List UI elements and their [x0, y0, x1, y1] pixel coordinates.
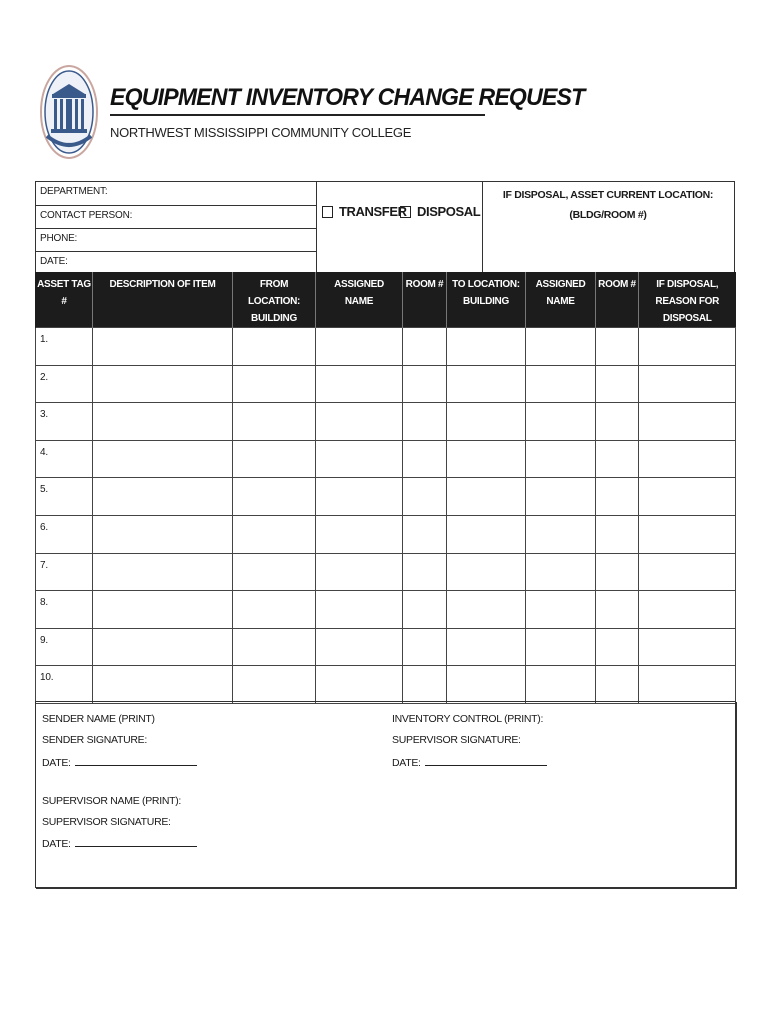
entry-cell[interactable] — [93, 515, 233, 553]
table-row — [36, 666, 736, 704]
col-to-assigned-name: ASSIGNED NAME — [526, 272, 596, 328]
inventory-control-name-field[interactable]: INVENTORY CONTROL (PRINT): — [392, 713, 544, 725]
table-row — [36, 591, 736, 629]
table-row — [36, 478, 736, 516]
col-from-building: FROM LOCATION: BUILDING — [233, 272, 316, 328]
entry-cell[interactable] — [403, 365, 447, 403]
entry-cell[interactable] — [93, 365, 233, 403]
entry-cell[interactable] — [526, 553, 596, 591]
entry-cell[interactable] — [596, 628, 639, 666]
entry-cell[interactable] — [403, 328, 447, 366]
transfer-checkbox[interactable] — [322, 204, 407, 219]
form-title: EQUIPMENT INVENTORY CHANGE REQUEST — [110, 84, 585, 111]
supervisor-date-field[interactable] — [42, 837, 197, 850]
entry-cell[interactable] — [639, 403, 736, 441]
entry-cell[interactable] — [526, 403, 596, 441]
entry-cell[interactable] — [316, 328, 403, 366]
entry-cell[interactable] — [93, 628, 233, 666]
entry-cell[interactable] — [316, 553, 403, 591]
entry-cell[interactable] — [233, 478, 316, 516]
entry-cell[interactable] — [447, 515, 526, 553]
col-to-room: ROOM # — [596, 272, 639, 328]
contact-person-field[interactable]: CONTACT PERSON: — [40, 210, 133, 221]
entry-cell[interactable] — [93, 591, 233, 629]
entry-cell[interactable] — [93, 403, 233, 441]
entry-cell[interactable] — [639, 328, 736, 366]
date-field[interactable]: DATE: — [40, 256, 68, 267]
col-description: DESCRIPTION OF ITEM — [93, 272, 233, 328]
department-field[interactable]: DEPARTMENT: — [40, 186, 108, 197]
row-number-cell[interactable]: 1. — [36, 328, 93, 366]
entry-cell[interactable] — [596, 553, 639, 591]
entry-cell[interactable] — [639, 365, 736, 403]
entry-cell[interactable] — [316, 365, 403, 403]
entry-cell[interactable] — [403, 628, 447, 666]
entry-cell[interactable] — [447, 403, 526, 441]
date-blank[interactable] — [75, 756, 197, 766]
supervisor-signature-field[interactable]: SUPERVISOR SIGNATURE: — [42, 816, 171, 828]
entry-cell[interactable] — [233, 553, 316, 591]
row-number-cell[interactable]: 10. — [36, 666, 93, 704]
entry-cell[interactable] — [233, 666, 316, 704]
entry-cell[interactable] — [316, 403, 403, 441]
disposal-location-line2: (BLDG/ROOM #) — [569, 209, 647, 221]
entry-cell[interactable] — [93, 553, 233, 591]
col-disposal-reason: IF DISPOSAL, REASON FOR DISPOSAL — [639, 272, 736, 328]
entry-cell[interactable] — [403, 440, 447, 478]
row-number-cell[interactable]: 3. — [36, 403, 93, 441]
table-row — [36, 628, 736, 666]
disposal-location-note — [481, 185, 735, 225]
sender-name-field[interactable]: SENDER NAME (PRINT) — [42, 713, 155, 725]
entry-cell[interactable] — [403, 478, 447, 516]
entry-cell[interactable] — [447, 591, 526, 629]
inventory-date-label: DATE: — [392, 757, 421, 769]
entry-cell[interactable] — [403, 591, 447, 629]
entry-cell[interactable] — [596, 328, 639, 366]
entry-cell[interactable] — [447, 328, 526, 366]
col-to-building: TO LOCATION: BUILDING — [447, 272, 526, 328]
row-number-cell[interactable]: 9. — [36, 628, 93, 666]
col-from-assigned-name: ASSIGNED NAME — [316, 272, 403, 328]
entry-cell[interactable] — [93, 478, 233, 516]
row-number-cell[interactable]: 2. — [36, 365, 93, 403]
entry-cell[interactable] — [233, 440, 316, 478]
entry-cell[interactable] — [447, 365, 526, 403]
entry-cell[interactable] — [596, 515, 639, 553]
entry-cell[interactable] — [447, 553, 526, 591]
entry-cell[interactable] — [316, 478, 403, 516]
phone-field[interactable]: PHONE: — [40, 233, 78, 244]
entry-cell[interactable] — [526, 628, 596, 666]
entry-cell[interactable] — [233, 591, 316, 629]
date-blank[interactable] — [75, 837, 197, 847]
entry-cell[interactable] — [403, 403, 447, 441]
entry-cell[interactable] — [526, 328, 596, 366]
row-number-cell[interactable]: 7. — [36, 553, 93, 591]
col-from-room: ROOM # — [403, 272, 447, 328]
college-name: NORTHWEST MISSISSIPPI COMMUNITY COLLEGE — [110, 125, 412, 140]
entry-cell[interactable] — [316, 628, 403, 666]
entry-cell[interactable] — [639, 553, 736, 591]
entry-cell[interactable] — [639, 591, 736, 629]
sender-date-field[interactable] — [42, 756, 197, 769]
entry-cell[interactable] — [596, 478, 639, 516]
table-row — [36, 553, 736, 591]
divider — [36, 251, 316, 252]
row-number-cell[interactable]: 8. — [36, 591, 93, 629]
entry-cell[interactable] — [233, 328, 316, 366]
supervisor-name-field[interactable]: SUPERVISOR NAME (PRINT): — [42, 795, 182, 807]
entry-cell[interactable] — [596, 403, 639, 441]
entry-cell[interactable] — [596, 440, 639, 478]
checkbox-icon[interactable] — [400, 206, 411, 218]
entry-cell[interactable] — [93, 666, 233, 704]
disposal-location-line1: IF DISPOSAL, ASSET CURRENT LOCATION: — [502, 189, 714, 201]
entry-cell[interactable] — [596, 365, 639, 403]
inventory-date-field[interactable] — [392, 756, 547, 769]
entry-cell[interactable] — [403, 515, 447, 553]
entry-cell[interactable] — [93, 328, 233, 366]
entry-cell[interactable] — [316, 666, 403, 704]
entry-cell[interactable] — [233, 403, 316, 441]
row-number-cell[interactable]: 5. — [36, 478, 93, 516]
entry-cell[interactable] — [526, 666, 596, 704]
table-row — [36, 440, 736, 478]
table-row — [36, 403, 736, 441]
entry-cell[interactable] — [447, 478, 526, 516]
entry-cell[interactable] — [596, 666, 639, 704]
entry-cell[interactable] — [316, 591, 403, 629]
col-asset-tag: ASSET TAG # — [36, 272, 93, 328]
disposal-label: DISPOSAL — [417, 204, 481, 219]
entry-cell[interactable] — [596, 591, 639, 629]
table-header-row — [36, 272, 736, 328]
table-row — [36, 515, 736, 553]
table-row — [36, 365, 736, 403]
divider — [36, 205, 316, 206]
divider — [316, 182, 317, 273]
date-blank[interactable] — [425, 756, 547, 766]
entry-cell[interactable] — [403, 553, 447, 591]
entry-cell[interactable] — [639, 515, 736, 553]
entry-cell[interactable] — [639, 440, 736, 478]
supervisor-date-label: DATE: — [42, 838, 71, 850]
college-seal-icon — [39, 64, 99, 160]
entry-cell[interactable] — [526, 365, 596, 403]
checkbox-icon[interactable] — [322, 206, 333, 218]
entry-cell[interactable] — [526, 478, 596, 516]
signature-box — [35, 701, 736, 888]
divider — [36, 228, 316, 229]
table-row — [36, 328, 736, 366]
entry-cell[interactable] — [233, 515, 316, 553]
entry-cell[interactable] — [639, 478, 736, 516]
sender-date-label: DATE: — [42, 757, 71, 769]
sender-signature-field[interactable]: SENDER SIGNATURE: — [42, 734, 147, 746]
entry-cell[interactable] — [447, 628, 526, 666]
title-underline — [110, 114, 485, 116]
entry-cell[interactable] — [526, 515, 596, 553]
disposal-checkbox[interactable] — [400, 204, 480, 219]
entry-cell[interactable] — [639, 628, 736, 666]
entry-cell[interactable] — [447, 440, 526, 478]
entry-cell[interactable] — [316, 440, 403, 478]
entry-cell[interactable] — [233, 628, 316, 666]
entry-cell[interactable] — [403, 666, 447, 704]
entry-cell[interactable] — [526, 591, 596, 629]
row-number-cell[interactable]: 4. — [36, 440, 93, 478]
entry-cell[interactable] — [233, 365, 316, 403]
entry-cell[interactable] — [93, 440, 233, 478]
entry-cell[interactable] — [526, 440, 596, 478]
entry-cell[interactable] — [316, 515, 403, 553]
transfer-label: TRANSFER — [339, 204, 407, 219]
entry-cell[interactable] — [639, 666, 736, 704]
row-number-cell[interactable]: 6. — [36, 515, 93, 553]
inventory-table — [35, 272, 736, 704]
entry-cell[interactable] — [447, 666, 526, 704]
inventory-supervisor-signature-field[interactable]: SUPERVISOR SIGNATURE: — [392, 734, 521, 746]
